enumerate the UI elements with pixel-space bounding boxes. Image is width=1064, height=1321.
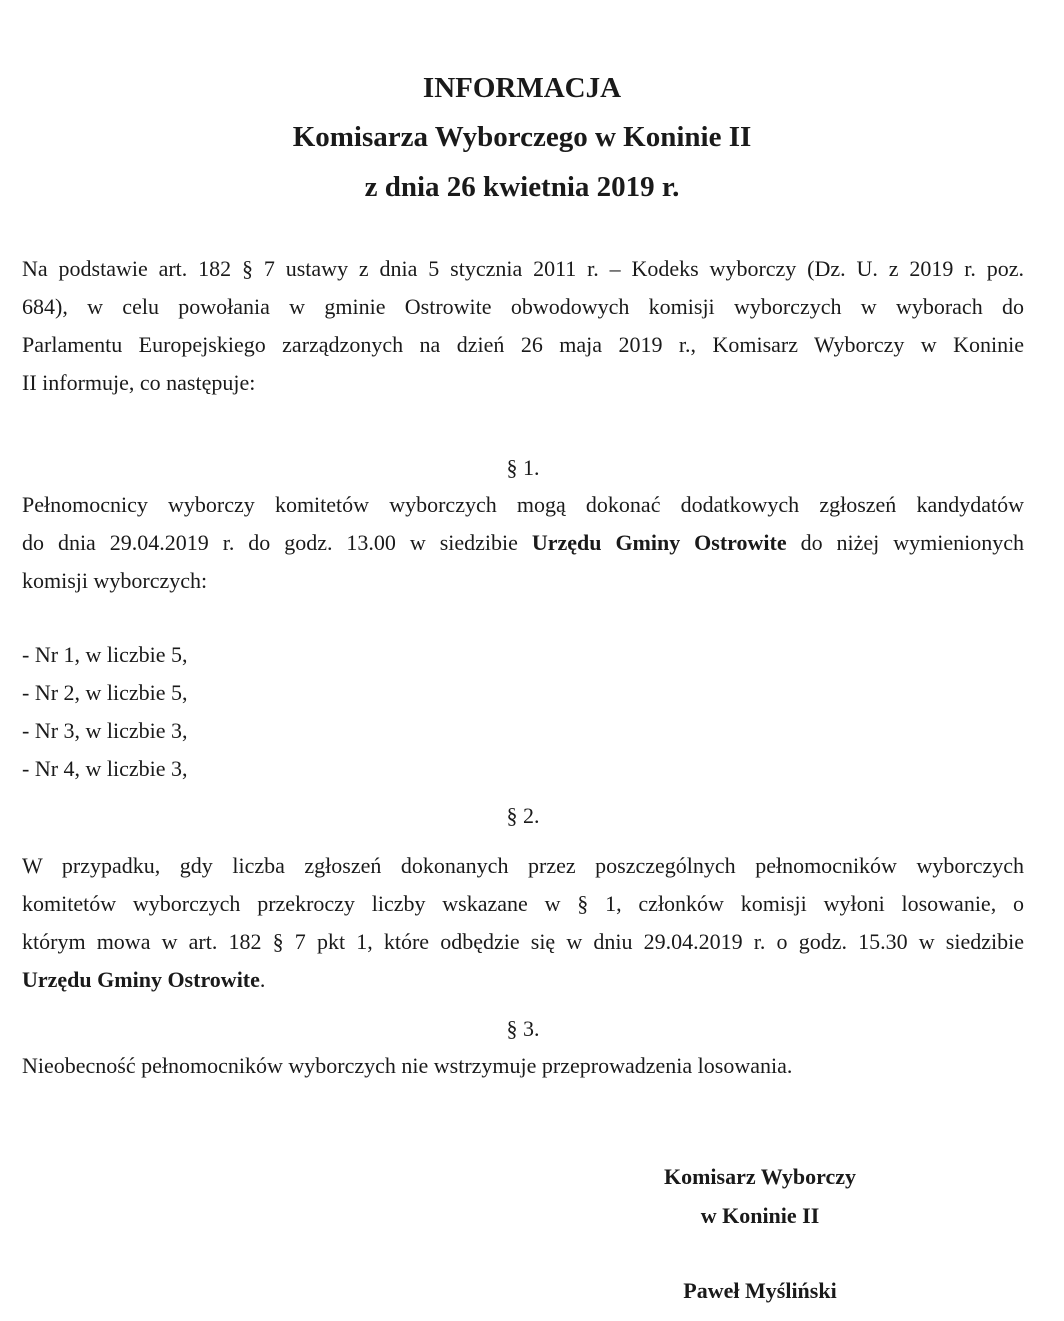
document-heading: INFORMACJA <box>422 72 622 104</box>
signature-name: Paweł Myśliński <box>683 1278 837 1303</box>
office-name: Urzędu Gminy Ostrowite <box>22 967 260 992</box>
section-1-line: Pełnomocnicy wyborczy komitetów wyborczych mogą dokonać dodatkowych zgłoszeń kandydatów <box>22 492 1024 517</box>
intro-paragraph <box>22 250 1024 402</box>
list-item: - Nr 4, w liczbie 3, <box>22 756 188 781</box>
intro-line: 684), w celu powołania w gminie Ostrowite obwodowych komisji wyborczych w wyborach do <box>22 294 1024 319</box>
section-1-line: do dnia 29.04.2019 r. do godz. 13.00 w siedzibie Urzędu Gminy Ostrowite do niżej wymienionych <box>22 530 1024 555</box>
section-1-paragraph <box>22 486 1024 600</box>
section-1-mark: § 1. <box>506 455 540 480</box>
list-item: - Nr 3, w liczbie 3, <box>22 718 188 743</box>
section-2-mark: § 2. <box>506 803 540 828</box>
commission-list <box>22 636 188 788</box>
office-name: Urzędu Gminy Ostrowite <box>531 530 787 555</box>
signature-role: Komisarz Wyborczy <box>663 1164 857 1189</box>
list-item: - Nr 1, w liczbie 5, <box>22 642 188 667</box>
list-item: - Nr 2, w liczbie 5, <box>22 680 188 705</box>
section-2-paragraph <box>22 847 1024 999</box>
signature-place: w Koninie II <box>700 1203 820 1228</box>
intro-line: Parlamentu Europejskiego zarządzonych na dzień 26 maja 2019 r., Komisarz Wyborczy w Koninie <box>22 332 1024 357</box>
section-3-line: Nieobecność pełnomocników wyborczych nie wstrzymuje przeprowadzenia losowania. <box>22 1053 793 1078</box>
intro-line: II informuje, co następuje: <box>22 370 256 395</box>
section-2-line: którym mowa w art. 182 § 7 pkt 1, które odbędzie się w dniu 29.04.2019 r. o godz. 15.30 w siedzibie <box>22 929 1024 954</box>
document-date: z dnia 26 kwietnia 2019 r. <box>364 171 680 203</box>
section-3-mark: § 3. <box>506 1016 540 1041</box>
section-2-line: Urzędu Gminy Ostrowite. <box>22 967 266 992</box>
section-2-line: W przypadku, gdy liczba zgłoszeń dokonanych przez poszczególnych pełnomocników wyborczych <box>22 853 1024 878</box>
document-issuer: Komisarza Wyborczego w Koninie II <box>292 121 752 153</box>
section-2-line: komitetów wyborczych przekroczy liczby wskazane w § 1, członków komisji wyłoni losowanie, o <box>22 891 1024 916</box>
section-3-paragraph <box>22 1047 1024 1085</box>
intro-line: Na podstawie art. 182 § 7 ustawy z dnia 5 stycznia 2011 r. – Kodeks wyborczy (Dz. U. z 2019 r. poz. <box>22 256 1024 281</box>
section-1-line: komisji wyborczych: <box>22 568 208 593</box>
